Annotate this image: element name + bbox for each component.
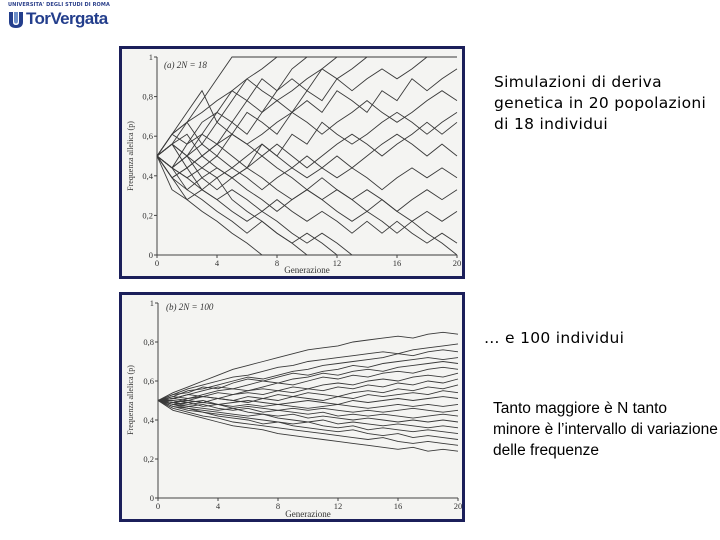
y-axis-label: Frequenza allelica (p) xyxy=(126,121,135,191)
x-tick-label: 20 xyxy=(453,501,462,511)
series-line-5 xyxy=(158,367,458,400)
series-line-2 xyxy=(157,57,457,156)
caption-100-individuals: … e 100 individui xyxy=(484,329,625,347)
series-line-8 xyxy=(157,112,457,167)
series-line-18 xyxy=(158,401,458,446)
series-line-19 xyxy=(157,57,457,156)
series-line-5 xyxy=(157,57,457,156)
x-tick-label: 4 xyxy=(214,258,220,268)
series-line-13 xyxy=(158,401,458,419)
x-axis-label: Generazione xyxy=(284,265,330,275)
y-tick-label: 0,2 xyxy=(143,454,154,464)
x-tick-label: 0 xyxy=(154,258,160,268)
series-line-16 xyxy=(157,156,457,255)
series-line-9 xyxy=(157,122,457,178)
x-tick-label: 12 xyxy=(332,258,342,268)
x-tick-label: 8 xyxy=(274,258,280,268)
y-tick-label: 0,4 xyxy=(143,415,154,425)
x-axis-label: Generazione xyxy=(285,509,331,519)
series-line-3 xyxy=(158,358,458,401)
logo-mark-icon xyxy=(8,11,24,29)
x-tick-label: 12 xyxy=(333,501,343,511)
y-tick-label: 0,6 xyxy=(142,131,153,142)
university-line: UNIVERSITA' DEGLI STUDI DI ROMA xyxy=(8,2,110,8)
series-line-16 xyxy=(158,401,458,434)
series-line-3 xyxy=(157,57,457,156)
caption-simulation: Simulazioni di deriva genetica in 20 popolazioni di 18 individui xyxy=(494,73,707,133)
y-tick-label: 1 xyxy=(148,52,153,62)
x-tick-label: 16 xyxy=(392,258,402,268)
figure-panel-b xyxy=(119,292,465,522)
chart-title: (a) 2N = 18 xyxy=(164,60,207,70)
series-line-11 xyxy=(157,144,457,190)
y-tick-label: 0,6 xyxy=(143,376,154,386)
chart-title: (b) 2N = 100 xyxy=(166,302,214,312)
x-tick-label: 0 xyxy=(155,501,161,511)
logo-name: TorVergata xyxy=(26,9,108,28)
drift-chart-2n-100 xyxy=(122,295,462,519)
series-line-14 xyxy=(158,401,458,423)
series-line-1 xyxy=(157,57,457,156)
y-tick-label: 0 xyxy=(149,493,154,503)
y-tick-label: 0,8 xyxy=(143,337,154,347)
figure-panel-a xyxy=(119,46,465,279)
x-tick-label: 8 xyxy=(275,501,281,511)
drift-chart-2n-18 xyxy=(122,49,462,276)
series-line-17 xyxy=(157,156,457,255)
x-tick-label: 20 xyxy=(452,258,462,268)
x-tick-label: 4 xyxy=(215,501,221,511)
y-tick-label: 1 xyxy=(149,298,154,308)
series-line-15 xyxy=(157,156,457,255)
series-line-10 xyxy=(158,397,458,405)
series-line-12 xyxy=(157,156,457,211)
y-tick-label: 0,8 xyxy=(142,91,153,102)
y-tick-label: 0 xyxy=(148,250,153,260)
caption-conclusion: Tanto maggiore è N tanto minore è l’intervallo di variazione delle frequenze xyxy=(493,400,718,459)
university-logo xyxy=(6,2,112,34)
series-line-1 xyxy=(158,344,458,401)
y-tick-label: 0,2 xyxy=(142,210,153,221)
series-line-18 xyxy=(157,156,457,255)
x-tick-label: 16 xyxy=(393,501,403,511)
y-tick-label: 0,4 xyxy=(142,170,153,181)
y-axis-label: Frequenza allelica (p) xyxy=(126,365,135,435)
